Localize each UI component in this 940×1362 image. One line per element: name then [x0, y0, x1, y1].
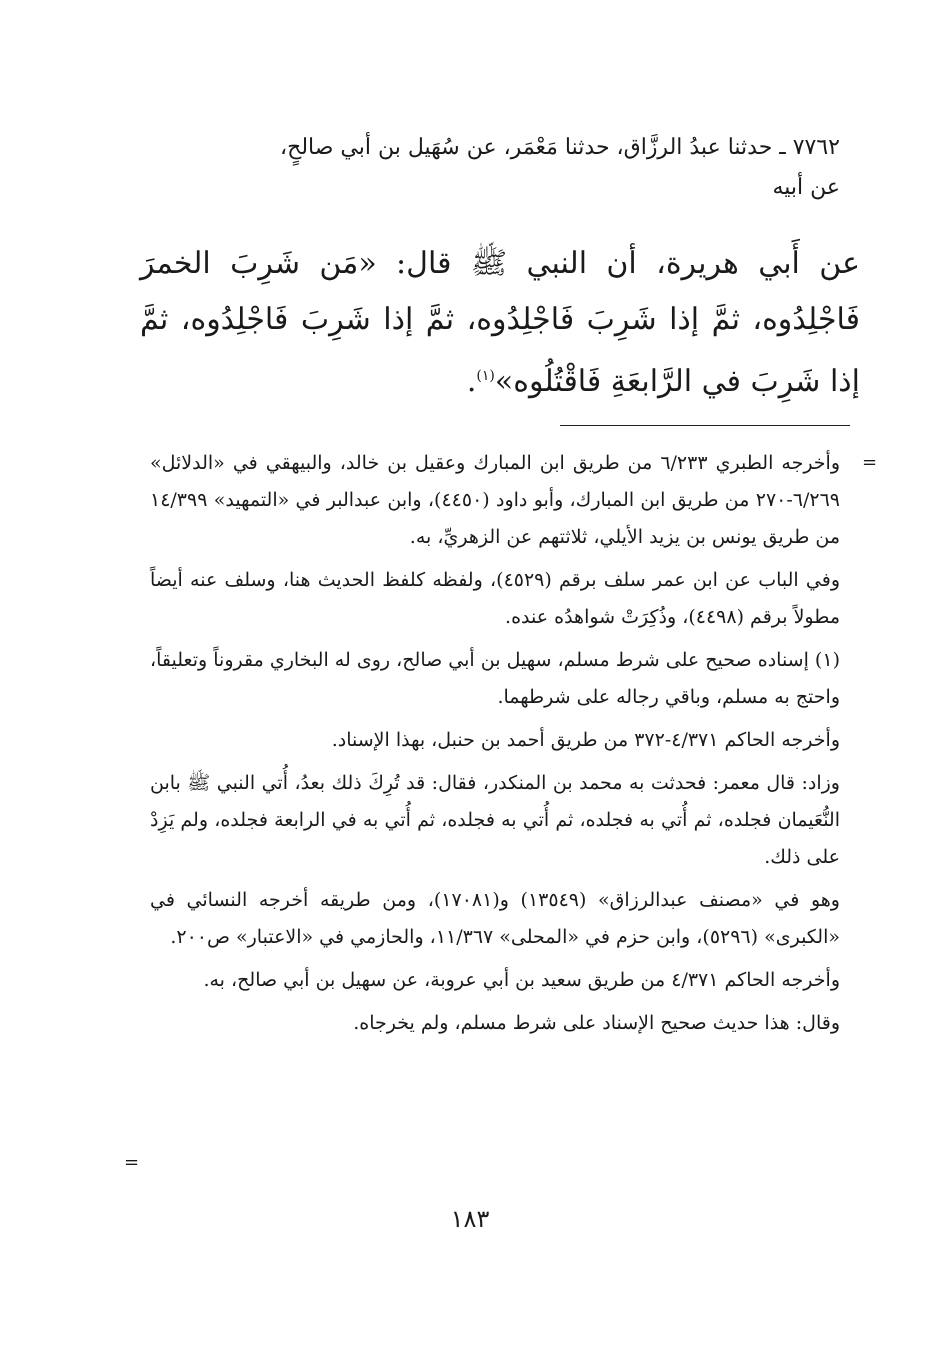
- footnotes: [150, 445, 840, 1048]
- footnote-separator: [560, 425, 850, 426]
- continuation-mark-top: =: [862, 452, 878, 473]
- matn-text: عن أَبي هريرة، أن النبي ﷺ قال: «مَن شَرِبَ الخمرَ فَاجْلِدُوه، ثمَّ إذا شَرِبَ فَاجْلِدُوه، ثمَّ إذا شَرِبَ فَاجْلِدُوه، ثمَّ إذا شَرِبَ في الرَّابعَةِ فَاقْتُلُوه»: [140, 246, 860, 399]
- footnote-ref: (١): [476, 368, 495, 384]
- footnote-paragraph: (١) إسناده صحيح على شرط مسلم، سهيل بن أبي صالح، روى له البخاري مقروناً وتعليقاً، واحتج به مسلم، وباقي رجاله على شرطهما.: [150, 649, 840, 708]
- footnote-paragraph: وأخرجه الحاكم ٤/٣٧١-٣٧٢ من طريق أحمد بن حنبل، بهذا الإسناد.: [331, 729, 840, 751]
- continuation-mark-bottom: =: [124, 1152, 140, 1173]
- footnote-paragraph: وأخرجه الطبري ٦/٢٣٣ من طريق ابن المبارك وعقيل بن خالد، والبيهقي في «الدلائل» ٦/٢٦٩-٢٧٠ من طريق ابن المبارك، وأبو داود (٤٤٥٠)، وابن عبدالبر في «التمهيد» ١٤/٣٩٩ من طريق يونس بن يزيد الأيلي، ثلاثتهم عن الزهريِّ، به.: [150, 452, 841, 548]
- isnad-line-2: عن أبيه: [772, 175, 840, 200]
- footnote-paragraph: وأخرجه الحاكم ٤/٣٧١ من طريق سعيد بن أبي عروبة، عن سهيل بن أبي صالح، به.: [203, 969, 840, 991]
- page-number: ١٨٣: [450, 1205, 490, 1233]
- hadith-matn: [140, 236, 860, 410]
- isnad-line-1: ٧٧٦٢ ـ حدثنا عبدُ الرزَّاق، حدثنا مَعْمَر، عن سُهَيل بن أبي صالحٍ،: [280, 135, 840, 160]
- footnote-paragraph: وقال: هذا حديث صحيح الإسناد على شرط مسلم، ولم يخرجاه.: [353, 1012, 840, 1034]
- footnote-paragraph: وهو في «مصنف عبدالرزاق» (١٣٥٤٩) و(١٧٠٨١)، ومن طريقه أخرجه النسائي في «الكبرى» (٥٢٩٦)، وابن حزم في «المحلى» ١١/٣٦٧، والحازمي في «الاعتبار» ص٢٠٠.: [150, 889, 840, 948]
- matn-end: .: [466, 364, 477, 399]
- footnote-paragraph: وفي الباب عن ابن عمر سلف برقم (٤٥٢٩)، ولفظه كلفظ الحديث هنا، وسلف عنه أيضاً مطولاً برقم (٤٤٩٨)، وذُكِرَتْ شواهدُه عنده.: [150, 569, 840, 628]
- hadith-isnad: [150, 128, 840, 208]
- footnote-paragraph: وزاد: قال معمر: فحدثت به محمد بن المنكدر، فقال: قد تُرِكَ ذلك بعدُ، أُتي النبي ﷺ بابن النُّعَيمان فجلده، ثم أُتي به فجلده، ثم أُتي به فجلده، ثم أُتي به في الرابعة فجلده، ولم يَزِدْ على ذلك.: [150, 772, 840, 868]
- matn-paragraph: [140, 236, 860, 410]
